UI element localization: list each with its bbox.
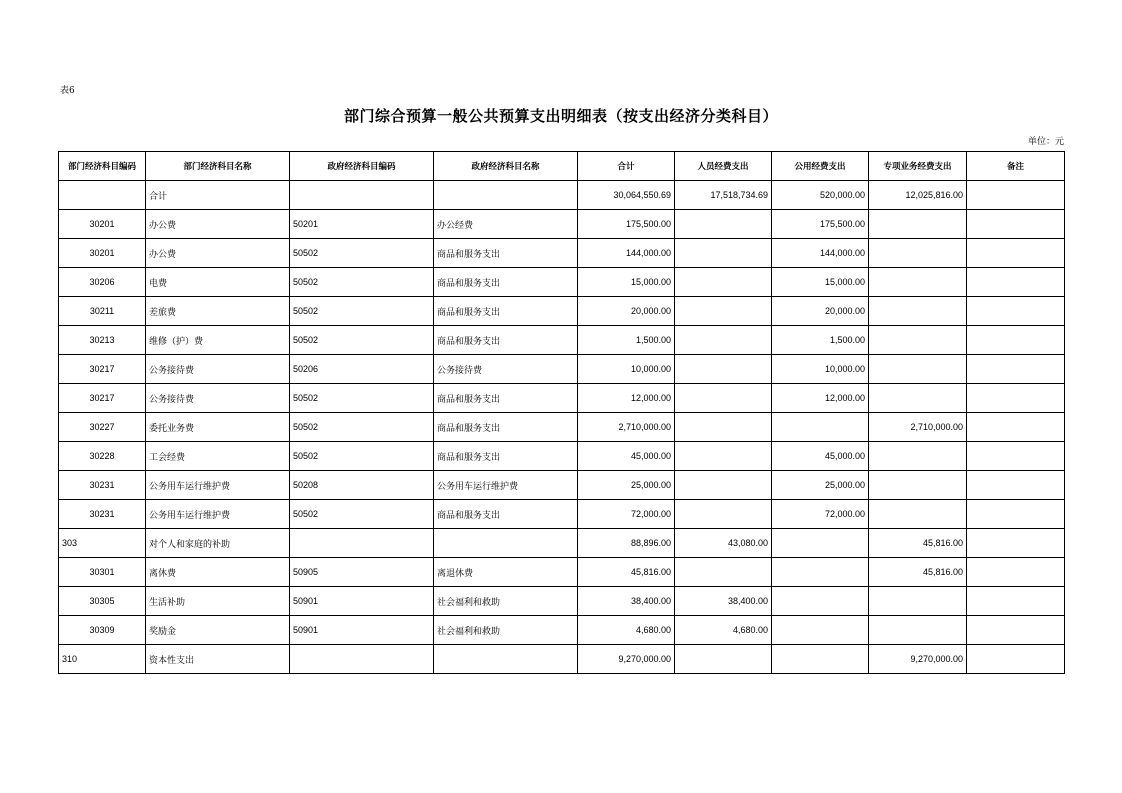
public-cell: 1,500.00 <box>772 326 869 355</box>
gov-code-cell: 50502 <box>290 384 434 413</box>
personnel-cell: 43,080.00 <box>675 529 772 558</box>
personnel-cell <box>675 558 772 587</box>
table-row <box>59 297 1065 326</box>
total-cell: 10,000.00 <box>578 355 675 384</box>
gov-name-cell: 商品和服务支出 <box>434 239 578 268</box>
gov-name-cell: 商品和服务支出 <box>434 326 578 355</box>
total-cell: 1,500.00 <box>578 326 675 355</box>
header-dept-name: 部门经济科目名称 <box>146 152 290 181</box>
total-cell: 2,710,000.00 <box>578 413 675 442</box>
total-cell: 72,000.00 <box>578 500 675 529</box>
table-row <box>59 413 1065 442</box>
gov-name-cell <box>434 181 578 210</box>
public-cell: 520,000.00 <box>772 181 869 210</box>
gov-name-cell: 离退休费 <box>434 558 578 587</box>
personnel-cell <box>675 645 772 674</box>
public-cell <box>772 529 869 558</box>
gov-name-cell: 公务用车运行维护费 <box>434 471 578 500</box>
personnel-cell <box>675 471 772 500</box>
gov-code-cell: 50201 <box>290 210 434 239</box>
special-cell <box>869 616 967 645</box>
dept-name-cell: 对个人和家庭的补助 <box>146 529 290 558</box>
public-cell: 12,000.00 <box>772 384 869 413</box>
gov-code-cell: 50208 <box>290 471 434 500</box>
gov-code-cell: 50502 <box>290 442 434 471</box>
gov-name-cell <box>434 645 578 674</box>
unit-label: 单位：元 <box>1027 137 1064 147</box>
personnel-cell <box>675 210 772 239</box>
gov-code-cell: 50901 <box>290 616 434 645</box>
personnel-cell: 4,680.00 <box>675 616 772 645</box>
table-row <box>59 500 1065 529</box>
dept-name-cell: 公务用车运行维护费 <box>146 500 290 529</box>
note-cell <box>967 500 1065 529</box>
table-row <box>59 239 1065 268</box>
dept-name-cell: 公务接待费 <box>146 384 290 413</box>
dept-code-cell: 303 <box>59 529 146 558</box>
total-cell: 12,000.00 <box>578 384 675 413</box>
header-total: 合计 <box>578 152 675 181</box>
dept-name-cell: 工会经费 <box>146 442 290 471</box>
personnel-cell <box>675 268 772 297</box>
special-cell <box>869 500 967 529</box>
dept-name-cell: 电费 <box>146 268 290 297</box>
dept-code-cell: 30309 <box>59 616 146 645</box>
total-cell: 45,000.00 <box>578 442 675 471</box>
table-row <box>59 558 1065 587</box>
total-cell: 4,680.00 <box>578 616 675 645</box>
public-cell: 144,000.00 <box>772 239 869 268</box>
note-cell <box>967 616 1065 645</box>
special-cell <box>869 471 967 500</box>
dept-code-cell: 310 <box>59 645 146 674</box>
total-cell: 144,000.00 <box>578 239 675 268</box>
dept-code-cell: 30201 <box>59 239 146 268</box>
public-cell <box>772 616 869 645</box>
total-cell: 20,000.00 <box>578 297 675 326</box>
gov-code-cell: 50502 <box>290 239 434 268</box>
public-cell: 175,500.00 <box>772 210 869 239</box>
note-cell <box>967 297 1065 326</box>
gov-code-cell <box>290 529 434 558</box>
note-cell <box>967 471 1065 500</box>
gov-code-cell: 50502 <box>290 326 434 355</box>
special-cell <box>869 210 967 239</box>
dept-code-cell: 30231 <box>59 471 146 500</box>
dept-name-cell: 合计 <box>146 181 290 210</box>
table-row <box>59 268 1065 297</box>
header-gov-code: 政府经济科目编码 <box>290 152 434 181</box>
dept-code-cell: 30227 <box>59 413 146 442</box>
dept-code-cell: 30217 <box>59 355 146 384</box>
note-cell <box>967 558 1065 587</box>
special-cell <box>869 239 967 268</box>
special-cell: 2,710,000.00 <box>869 413 967 442</box>
note-cell <box>967 210 1065 239</box>
gov-name-cell: 公务接待费 <box>434 355 578 384</box>
table-row <box>59 587 1065 616</box>
special-cell <box>869 355 967 384</box>
note-cell <box>967 645 1065 674</box>
public-cell: 25,000.00 <box>772 471 869 500</box>
header-personnel: 人员经费支出 <box>675 152 772 181</box>
gov-name-cell: 商品和服务支出 <box>434 297 578 326</box>
personnel-cell <box>675 239 772 268</box>
dept-code-cell: 30206 <box>59 268 146 297</box>
dept-code-cell: 30301 <box>59 558 146 587</box>
gov-name-cell: 商品和服务支出 <box>434 268 578 297</box>
personnel-cell <box>675 355 772 384</box>
public-cell: 10,000.00 <box>772 355 869 384</box>
note-cell <box>967 587 1065 616</box>
gov-name-cell: 商品和服务支出 <box>434 413 578 442</box>
page-title: 部门综合预算一般公共预算支出明细表（按支出经济分类科目） <box>343 107 778 125</box>
note-cell <box>967 442 1065 471</box>
total-cell: 15,000.00 <box>578 268 675 297</box>
dept-name-cell: 资本性支出 <box>146 645 290 674</box>
public-cell <box>772 587 869 616</box>
header-note: 备注 <box>967 152 1065 181</box>
dept-name-cell: 离休费 <box>146 558 290 587</box>
personnel-cell: 17,518,734.69 <box>675 181 772 210</box>
dept-name-cell: 公务接待费 <box>146 355 290 384</box>
dept-name-cell: 委托业务费 <box>146 413 290 442</box>
gov-code-cell <box>290 181 434 210</box>
gov-name-cell: 商品和服务支出 <box>434 442 578 471</box>
table-row <box>59 181 1065 210</box>
personnel-cell <box>675 442 772 471</box>
gov-code-cell <box>290 645 434 674</box>
table-row <box>59 442 1065 471</box>
dept-name-cell: 办公费 <box>146 239 290 268</box>
special-cell <box>869 587 967 616</box>
table-row <box>59 355 1065 384</box>
gov-name-cell: 社会福利和救助 <box>434 587 578 616</box>
note-cell <box>967 355 1065 384</box>
gov-code-cell: 50502 <box>290 297 434 326</box>
personnel-cell <box>675 500 772 529</box>
special-cell <box>869 326 967 355</box>
dept-code-cell: 30217 <box>59 384 146 413</box>
table-row <box>59 645 1065 674</box>
gov-name-cell: 社会福利和救助 <box>434 616 578 645</box>
dept-name-cell: 维修（护）费 <box>146 326 290 355</box>
special-cell: 12,025,816.00 <box>869 181 967 210</box>
note-cell <box>967 268 1065 297</box>
public-cell: 15,000.00 <box>772 268 869 297</box>
header-public: 公用经费支出 <box>772 152 869 181</box>
dept-name-cell: 公务用车运行维护费 <box>146 471 290 500</box>
note-cell <box>967 326 1065 355</box>
total-cell: 38,400.00 <box>578 587 675 616</box>
header-special: 专项业务经费支出 <box>869 152 967 181</box>
dept-code-cell: 30213 <box>59 326 146 355</box>
total-cell: 30,064,550.69 <box>578 181 675 210</box>
special-cell <box>869 442 967 471</box>
gov-code-cell: 50502 <box>290 413 434 442</box>
dept-code-cell: 30201 <box>59 210 146 239</box>
budget-table <box>58 151 1065 674</box>
dept-name-cell: 差旅费 <box>146 297 290 326</box>
special-cell: 45,816.00 <box>869 529 967 558</box>
special-cell <box>869 297 967 326</box>
gov-name-cell <box>434 529 578 558</box>
table-row <box>59 384 1065 413</box>
note-cell <box>967 181 1065 210</box>
note-cell <box>967 239 1065 268</box>
total-cell: 175,500.00 <box>578 210 675 239</box>
dept-name-cell: 办公费 <box>146 210 290 239</box>
gov-code-cell: 50905 <box>290 558 434 587</box>
table-row <box>59 326 1065 355</box>
gov-name-cell: 办公经费 <box>434 210 578 239</box>
public-cell <box>772 558 869 587</box>
personnel-cell <box>675 297 772 326</box>
total-cell: 9,270,000.00 <box>578 645 675 674</box>
personnel-cell <box>675 413 772 442</box>
personnel-cell: 38,400.00 <box>675 587 772 616</box>
public-cell <box>772 645 869 674</box>
header-gov-name: 政府经济科目名称 <box>434 152 578 181</box>
personnel-cell <box>675 384 772 413</box>
table-row <box>59 471 1065 500</box>
header-dept-code: 部门经济科目编码 <box>59 152 146 181</box>
personnel-cell <box>675 326 772 355</box>
special-cell <box>869 384 967 413</box>
public-cell <box>772 413 869 442</box>
table-row <box>59 616 1065 645</box>
dept-code-cell: 30231 <box>59 500 146 529</box>
total-cell: 45,816.00 <box>578 558 675 587</box>
note-cell <box>967 529 1065 558</box>
total-cell: 25,000.00 <box>578 471 675 500</box>
special-cell: 9,270,000.00 <box>869 645 967 674</box>
header-row <box>59 152 1065 181</box>
total-cell: 88,896.00 <box>578 529 675 558</box>
table-row <box>59 529 1065 558</box>
gov-name-cell: 商品和服务支出 <box>434 384 578 413</box>
table-row <box>59 210 1065 239</box>
public-cell: 72,000.00 <box>772 500 869 529</box>
dept-name-cell: 生活补助 <box>146 587 290 616</box>
dept-code-cell: 30305 <box>59 587 146 616</box>
gov-code-cell: 50206 <box>290 355 434 384</box>
public-cell: 20,000.00 <box>772 297 869 326</box>
dept-code-cell: 30228 <box>59 442 146 471</box>
dept-code-cell: 30211 <box>59 297 146 326</box>
gov-code-cell: 50901 <box>290 587 434 616</box>
gov-name-cell: 商品和服务支出 <box>434 500 578 529</box>
table-number: 表6 <box>60 86 75 96</box>
special-cell <box>869 268 967 297</box>
gov-code-cell: 50502 <box>290 268 434 297</box>
dept-code-cell <box>59 181 146 210</box>
note-cell <box>967 384 1065 413</box>
table-body <box>59 181 1065 674</box>
public-cell: 45,000.00 <box>772 442 869 471</box>
gov-code-cell: 50502 <box>290 500 434 529</box>
note-cell <box>967 413 1065 442</box>
dept-name-cell: 奖励金 <box>146 616 290 645</box>
special-cell: 45,816.00 <box>869 558 967 587</box>
